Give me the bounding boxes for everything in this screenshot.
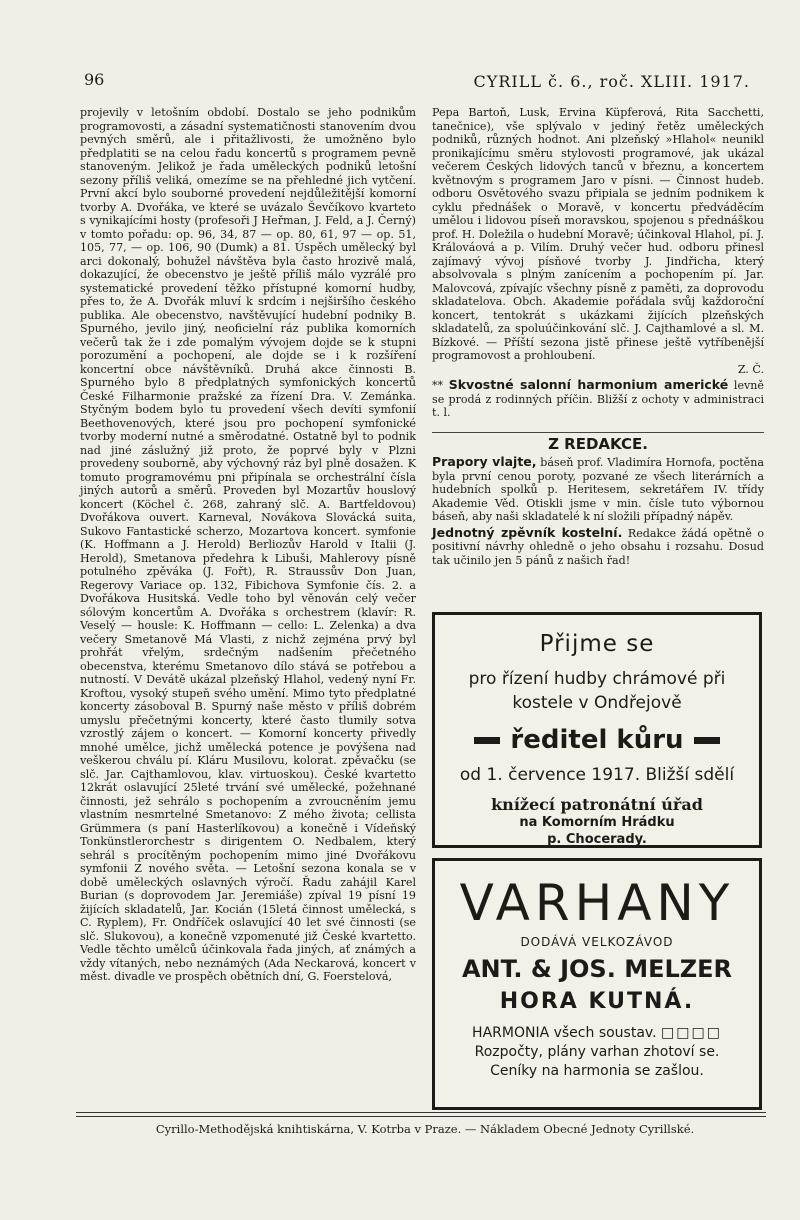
notice bbox=[432, 378, 764, 420]
notice-stars: ** bbox=[432, 379, 444, 392]
redakce-item bbox=[432, 526, 764, 568]
ad-organs-sub: DODÁVÁ VELKOZÁVOD bbox=[520, 935, 674, 949]
ad-organs-text bbox=[435, 1024, 759, 1081]
right-column bbox=[432, 106, 764, 569]
ornament-bar-icon bbox=[474, 737, 500, 744]
left-column bbox=[80, 106, 416, 984]
ad-organs-city: HORA KUTNÁ. bbox=[499, 989, 695, 1014]
ad-big-title bbox=[435, 725, 759, 755]
ad-head: Přijme se bbox=[539, 631, 655, 657]
ad-organs-title: VARHANY bbox=[459, 874, 735, 932]
square-ornament-icon: □□□□ bbox=[661, 1025, 722, 1041]
signature: Z. Č. bbox=[737, 362, 764, 376]
ad-organs-harmonia: HARMONIA všech soustav. bbox=[472, 1025, 657, 1041]
ad-position: ředitel kůru bbox=[510, 725, 684, 755]
running-head: CYRILL č. 6., roč. XLIII. 1917. bbox=[473, 72, 750, 91]
article-paragraph: projevily v letošním období. Dostalo se jeho podnikům programovosti, a zásadní systematičnosti stanovením dvou pevných směrů, ale i přitažlivosti, že umožněno bylo předplatiti se na celou řadu koncertů s programem pevně stanoveným. Jelikož je řada uměleckých podniků letošní sezony příliš veliká, omezíme se na přehledné jich vytčení. První akcí bylo souborné provedení nejdůležitější komorní tvorby A. Dvořáka, ve které se uvázalo Ševčíkovo kvarteto s vynikajícími hosty (profesoři J Heřman, J. Feld, a J. Černý) v tomto pořadu: op. 96, 34, 87 — op. 80, 61, 97 — op. 51, 105, 77, — op. 106, 90 (Dumk) a 81. Úspěch umělecký byl arci dokonalý, bohužel návštěva byla často hrozivě malá, dokazující, že obecenstvo je ještě příliš málo vyzrálé pro systematické provedení těžko přístupné komorní hudby, přes to, že A. Dvořák mluví k srdcím i nejširšího českého publika. Ale obecenstvo, navštěvující hudební podniky B. Spurného, jevilo jiný, neoficielní ráz publika komorních večerů tak že i zde pomalým vývojem dojde se k stupni porozumění a pochopení, ale dojde se i k rozšíření koncertní obce návštěvníků. Druhá akce činnosti B. Spurného bylo 8 předplatných symfonických koncertů České Filharmonie pražské za řízení Dra. V. Zemánka. Styčným bodem bylo tu provedení všech devíti symfonií Beethovenových, které jsou pro pochopení symfonické tvorby moderní nutné a směrodatné. Ostatně byl to podnik nad jiné záslužný již proto, že poprvé byly v Plzni provedeny souborně, aby výchovný ráz byl plně dosažen. K tomuto programovému pni připínala se orchestrální čísla jiných autorů a směrů. Proveden byl Mozartův houslový koncert (Köchel č. 268, zahraný slč. A. Bartfeldovou) Dvořákova ouvert. Karneval, Novákova Slovácká suita, Sukovo Fantastické scherzo, Mozartova koncert. symfonie (K. Hoffmann a J. Herold) Berliozův Harold v Italii (J. Herold), Smetanova předehra k Libuši, Mahlerovy písně potulného zpěváka (J. Fořt), R. Straussův Don Juan, Regerovy Variace op. 132, Fibichova Symfonie čís. 2. a Dvořákova Husitská. Vedle toho byl věnován celý večer sólovým koncertům A. Dvořáka s orchestrem (klavír: R. Veselý — housle: K. Hoffmann — cello: L. Zelenka) a dva večery Smetanově Má Vlasti, z nichž zejména prvý byl prohřát vřelým, srdečným nadšením přečetného obecenstva, kterému Smetanovo dílo stává se potřebou a nutností. V Devátě ukázal plzeňský Hlahol, vedený nyní Fr. Kroftou, vysoký stupeň svého umění. Mimo tyto předplatné koncerty zásoboval B. Spurný naše město v příliš dobrém umyslu přečetnými koncerty, které často tlumily sotva vzrostlý zájem o koncert. — Komorní koncerty přivedly mnohé umělce, jichž umělecká potence je povýšena nad veškerou chválu pí. Kláru Musilovu, kolorat. zpěvačku (se slč. Jar. Cajthamlovou, klav. virtuoskou). České kvartetto 12krát oslavující 25leté trvání své umělecké, požehnané činnosti, jež sehrálo s pochopením a zvroucněním jemu vlastním nesmrtelné Smetanovo: Z mého života; cellista Grümmera (s paní Hasterlíkovou) a konečně i Vídeňský Tonkünstlerorchestr s dirigentem O. Nedbalem, který sehrál s procítěným pochopením mimo jiné Dvořákovu symfonii Z nového světa. — Letošní sezona konala se v době uměleckých oslavných výročí. Řadu zahájil Karel Burian (s doprovodem Jar. Jeremiáše) zpíval 19 písní 19 žijících skladatelů, Jar. Kocián (15letá činnost umělecká, s C. Ryplem), Fr. Ondříček oslavující 40 let své činnosti (se slč. Slukovou), a konečně vzpomenuté již České kvartetto. Vedle těchto umělců účinkovala řada jiných, ať známých a vždy vítaných, nebo neznámých (Ada Neckarová, koncert v měst. divadle ve prospěch obětních dní, G. Foerstelová, bbox=[80, 106, 416, 983]
ad-line: pro řízení hudby chrámové při bbox=[468, 669, 726, 689]
ad-date: od 1. července 1917. Bližší sdělí bbox=[459, 765, 735, 785]
redakce-item-text: Redakce žádá opětně o positivní návrhy ohledně o jeho obsahu i rozsahu. Dosud tak učinilo jen 5 pánů z našich řad! bbox=[432, 526, 765, 567]
organist-advertisement bbox=[432, 612, 762, 848]
ad-line: kostele v Ondřejově bbox=[512, 693, 682, 713]
ad-office: knížecí patronátní úřad bbox=[491, 795, 703, 814]
redakce-item-heading: Prapory vlajte, bbox=[432, 454, 537, 469]
bottom-rule bbox=[76, 1112, 766, 1113]
redakce-item bbox=[432, 455, 764, 524]
ad-organs-line: Ceníky na harmonia se zašlou. bbox=[490, 1063, 704, 1079]
redakce-item-heading: Jednotný zpěvník kostelní. bbox=[432, 524, 623, 540]
printer-footer: Cyrillo-Methodějská knihtiskárna, V. Kotrba v Praze. — Nákladem Obecné Jednoty Cyrillské. bbox=[155, 1122, 695, 1136]
article-paragraph: Pepa Bartoň, Lusk, Ervina Küpferová, Rita Sacchetti, tanečnice), vše splývalo v jediný řetěz uměleckých podniků, různých hodnot. Ani plzeňský »Hlahol« neunikl pronikajícímu směru stylovosti programové, jak ukázal večerem Českých lidových tanců v březnu, a koncertem květnovým s programem Jaro v písni. — Činnost hudeb. odboru Osvětového svazu připiala se jedním podnikem k cyklu přednášek o Moravě, v koncertu předváděcím umělou i lidovou píseň moravskou, spojenou s přednáškou prof. H. Doležila o hudební Moravě; účinkoval Hlahol, pí. J. Králováová a p. Vilím. Druhý večer hud. odboru přinesl zajímavý vývoj písňové tvorby J. Jindřicha, který absolvovala s plným zanícením a pochopením pí. Jar. Malovcová, zpívajíc všechny písně z paměti, za doprovodu skladatelova. Obch. Akademie pořádala svůj každoroční koncert, tentokrát s ukázkami žijících plzeňských skladatelů, za spoluúčinkování slč. J. Cajthamlové a sl. M. Bízkové. — Příští sezona jistě přinese ještě vytříbenější programovost a prohloubení. bbox=[432, 106, 764, 362]
bottom-rule bbox=[76, 1116, 766, 1117]
redakce-item-text: báseň prof. Vladimíra Hornofa, poctěna byla první cenou poroty, pozvané ze všech literárních a hudebních spolků p. Heritesem, sekretářem IV. třídy Akademie Věd. Otiskli jsme v min. čísle tuto výbornou báseň, aby naši skladatelé k ní složili případný nápěv. bbox=[432, 456, 764, 523]
notice-heading: Skvostné salonní harmonium americké bbox=[448, 377, 729, 392]
notice-text: levně se prodá z rodinných příčin. Bližší z ochoty v administraci t. l. bbox=[432, 379, 764, 419]
page-number: 96 bbox=[84, 70, 105, 89]
ad-organs-line: Rozpočty, plány varhan zhotoví se. bbox=[474, 1044, 720, 1060]
organ-builder-advertisement bbox=[432, 858, 762, 1110]
ad-organs-company: ANT. & JOS. MELZER bbox=[461, 955, 733, 983]
ornament-bar-icon bbox=[694, 737, 720, 744]
ad-place: na Komorním Hrádku bbox=[519, 815, 675, 830]
ad-organs-line bbox=[435, 1024, 759, 1043]
redakce-title: Z REDAKCE. bbox=[432, 432, 764, 452]
ad-place: p. Chocerady. bbox=[547, 832, 647, 847]
